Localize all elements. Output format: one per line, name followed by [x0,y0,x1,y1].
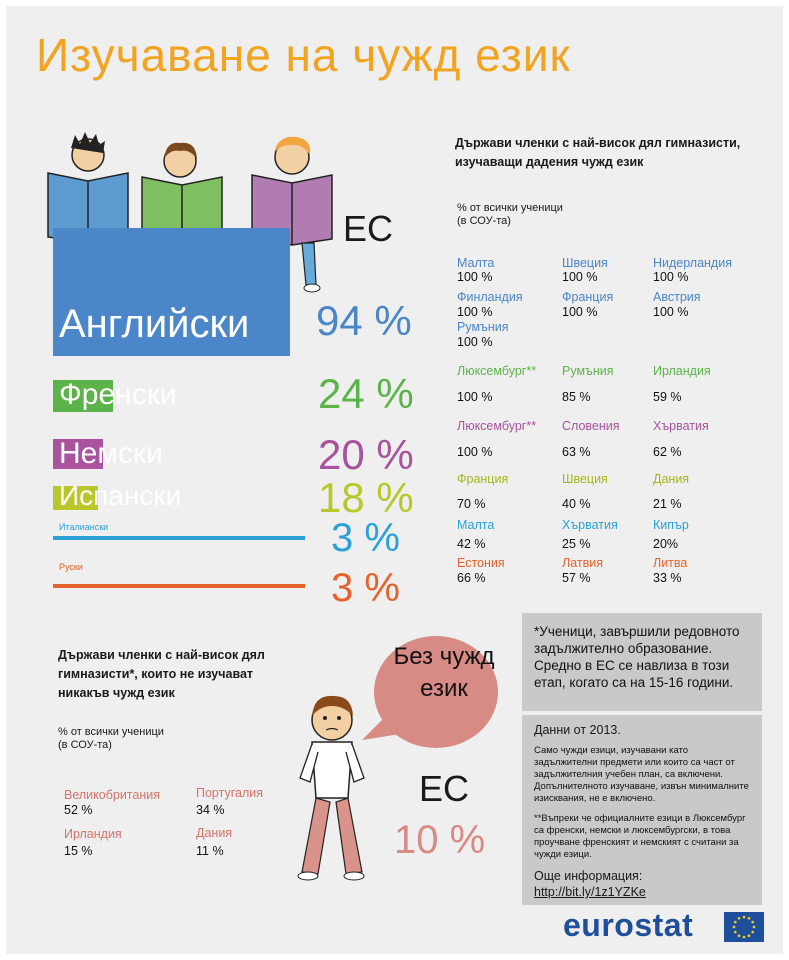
country-name: Ирландия [653,364,711,378]
country-name: Кипър [653,518,689,532]
country-value: 100 % [457,390,493,404]
bar-value-russian: 3 % [331,566,400,610]
country-name: Франция [457,472,509,486]
data-notes-box [522,715,762,905]
no-language-value: 34 % [196,803,225,817]
infographic-page [6,6,783,954]
country-name: Румъния [562,364,614,378]
country-value: 100 % [653,305,689,319]
country-value: 57 % [562,571,591,585]
no-language-value: 15 % [64,844,93,858]
no-language-title: Държави членки с най-висок дял гимназисти*, които не изучават никакъв чужд език [58,648,265,700]
eurostat-logo: eurostat [563,907,694,943]
right-table-title: Държави членки с най-висок дял гимназисти, изучаващи дадения чужд език [455,136,741,169]
footnote-double-star: **Въпреки че официалните езици в Люксембург са френски, немски и люксембургски, в това проучване френският и немският с считани за чужди езици. [534,813,746,860]
country-value: 59 % [653,390,682,404]
country-name: Люксембург** [457,364,537,378]
country-name: Латвия [562,556,603,570]
right-table-unit-line1: % от всички ученици [457,202,563,214]
country-value: 100 % [457,270,493,284]
country-value: 40 % [562,497,591,511]
country-value: 100 % [457,445,493,459]
country-name: Словения [562,419,620,433]
data-definition: Само чужди езици, изучавани като задължителни предмети или които са част от задължителния учебен план, са включени. Допълнителното изучаване, извън минималните изисквания, не е включено. [534,745,749,804]
country-name: Литва [653,556,688,570]
right-table-unit-line2: (в СОУ-та) [457,215,511,227]
country-value: 33 % [653,571,682,585]
no-language-eu-value: 10 % [394,818,486,862]
no-language-unit [58,726,164,752]
country-name: Нидерландия [653,256,732,270]
data-year: Данни от 2013. [534,723,621,737]
country-name: Хърватия [653,419,709,433]
speech-bubble-text: Без чужд език [393,643,495,702]
bar-italian [53,536,305,540]
country-name: Дания [653,472,690,486]
bar-value-german: 20 % [318,431,414,478]
country-value: 100 % [562,270,598,284]
no-language-country: Португалия [196,786,264,800]
footnote-box [522,613,762,711]
country-value: 85 % [562,390,591,404]
no-language-value: 52 % [64,803,93,817]
bar-russian [53,584,305,588]
more-info-label: Още информация: [534,869,643,883]
country-value: 100 % [562,305,598,319]
bar-value-italian: 3 % [331,516,400,560]
country-value: 42 % [457,537,486,551]
country-value: 63 % [562,445,591,459]
country-name: Малта [457,518,495,532]
bar-label-english: Английски [59,302,250,346]
country-value: 100 % [457,305,493,319]
no-language-country: Дания [196,826,233,840]
country-name: Румъния [457,320,509,334]
country-value: 70 % [457,497,486,511]
country-name: Люксембург** [457,419,537,433]
country-name: Швеция [562,472,608,486]
country-value: 100 % [457,335,493,349]
country-name: Финландия [457,290,523,304]
country-value: 25 % [562,537,591,551]
no-language-unit-line1: % от всички ученици [58,726,164,738]
country-value: 100 % [653,270,689,284]
bar-label-russian: Руски [59,562,83,572]
bar-value-spanish: 18 % [318,474,414,521]
no-language-value: 11 % [196,844,224,858]
bar-label-spanish: Испански [59,480,182,511]
country-name: Хърватия [562,518,618,532]
eu-label: ЕС [343,208,394,249]
eu-flag-icon [724,912,764,942]
country-name: Франция [562,290,614,304]
country-value: 66 % [457,571,486,585]
bar-value-english: 94 % [316,297,412,344]
bar-label-german: Немски [59,437,163,470]
page-title: Изучаване на чужд език [36,29,571,81]
country-value: 21 % [653,497,682,511]
bar-value-french: 24 % [318,370,414,417]
bar-label-french: Френски [59,378,177,411]
more-info-link[interactable]: http://bit.ly/1z1YZKe [534,885,646,899]
country-name: Естония [457,556,505,570]
no-language-country: Великобритания [64,788,160,802]
country-value: 62 % [653,445,682,459]
country-value: 20% [653,537,679,551]
bar-label-italian: Италиански [59,522,109,532]
country-name: Швеция [562,256,608,270]
country-name: Малта [457,256,495,270]
country-name: Австрия [653,290,701,304]
footnote-star: *Ученици, завършили редовното задължително образование. Средно в ЕС се навлиза в този етап, когато са на 15-16 години. [534,624,740,690]
right-table-unit [457,202,563,228]
no-language-eu-label: ЕС [419,768,470,809]
no-language-unit-line2: (в СОУ-та) [58,739,112,751]
no-language-country: Ирландия [64,827,122,841]
